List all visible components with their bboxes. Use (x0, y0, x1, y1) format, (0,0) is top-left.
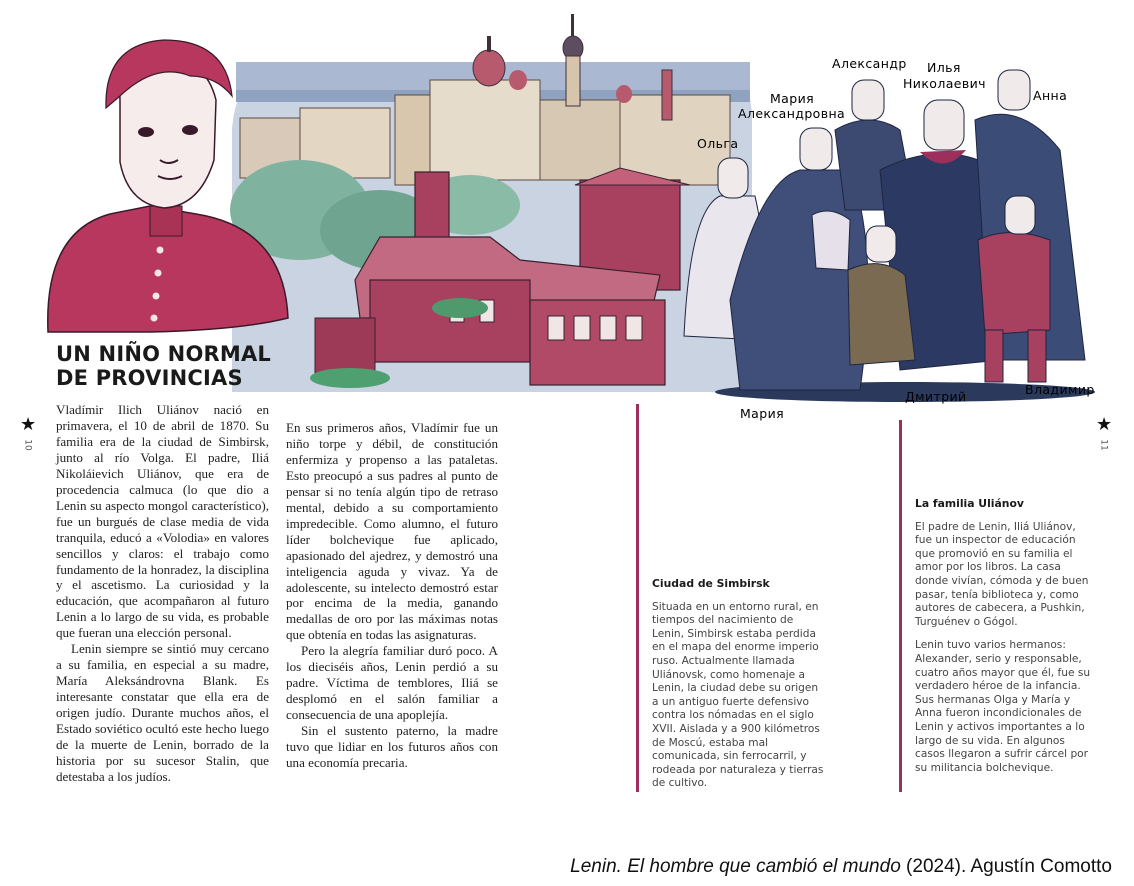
label-alexander: Александр (832, 56, 907, 71)
sidebar-familia (915, 497, 1095, 785)
caption-credit: (2024). Agustín Comotto (900, 856, 1112, 877)
star-icon-left: ★ (20, 414, 37, 435)
paragraph: Lenin siempre se sintió muy cercano a su familia, en especial a su madre, María Aleksándrovna Blank. Es interesante constatar que ella era de origen judío. Durante muchos años, el Estado soviético ocultó este hecho luego de la muerte de Lenin, borrado de la historia por su sucesor Stalin, que detestaba a los judíos. (56, 641, 269, 784)
paragraph: En sus primeros años, Vladímir fue un niño torpe y débil, de constitución enfermiza y propenso a las pataletas. Esto preocupó a sus padres al punto de pensar si no tenía algún tipo de retraso mental, debido a su comportamiento impredecible. Como alumno, el futuro líder bolchevique fue aplicado, apasionado del ajedrez, y demostró una inteligencia aguda y vivaz. Ya de adolescente, su intelecto demostró estar por encima de la media, ganando medallas de oro por las máximas notas que obtenía en todas las asignaturas. (286, 420, 498, 643)
label-dmitri: Дмитрий (905, 389, 967, 404)
label-maria-aleksandrovna-1: Мария (770, 91, 815, 106)
label-ilya-1: Илья (927, 60, 961, 75)
page-number-left: 10 (22, 439, 33, 451)
sidebar-heading: La familia Uliánov (915, 497, 1024, 510)
sidebar-text: Situada en un entorno rural, en tiempos del nacimiento de Lenin, Simbirsk estaba perdida en el mapa del enorme imperio ruso. Actualmente llamada Uliánovsk, como homenaje a Lenin, la ciudad debe su origen a un antiguo fuerte defensivo contra los nómadas en el siglo XVII. Aislada y a 900 kilómetros de Moscú, estaba mal comunicada, sin ferrocarril, y rodeada por naturaleza y tierras de cultivo. (652, 600, 824, 790)
body-column-1 (56, 402, 269, 785)
chapter-title-line1: UN NIÑO NORMAL (56, 342, 271, 366)
sidebar-text: El padre de Lenin, Iliá Uliánov, fue un inspector de educación que promovió en su familia el amor por los libros. La casa donde vivían, cómoda y de buen pasar, tenía biblioteca y, como autores de cabecera, a Pushkin, Turguénev o Gógol. (915, 520, 1089, 628)
star-icon-right: ★ (1096, 414, 1113, 435)
chapter-title (56, 342, 271, 390)
sidebar-text: Lenin tuvo varios hermanos: Alexander, serio y responsable, cuatro años mayor que él, fue su verdadero héroe de la infancia. Sus hermanas Olga y María y Anna fueron incondicionales de Lenin y activos importantes a lo largo de su vida. En algunos casos llegaron a sufrir cárcel por su militancia bolchevique. (915, 639, 1091, 774)
sidebar-divider-1 (636, 404, 639, 792)
paragraph: Pero la alegría familiar duró poco. A los dieciséis años, Lenin perdió a su padre. Víctima de temblores, Iliá se desplomó en el salón familiar a consecuencia de una apoplejía. (286, 643, 498, 723)
body-column-2 (286, 420, 498, 771)
label-vladimir: Владимир (1025, 382, 1095, 397)
label-ilya-2: Николаевич (903, 76, 986, 91)
sidebar-simbirsk (652, 577, 827, 801)
source-caption (570, 856, 1112, 878)
label-anna: Анна (1033, 88, 1068, 103)
label-maria: Мария (740, 406, 785, 421)
label-olga: Ольга (697, 136, 739, 151)
paragraph: Sin el sustento paterno, la madre tuvo que lidiar en los futuros años con una economía precaria. (286, 723, 498, 771)
sidebar-heading: Ciudad de Simbirsk (652, 577, 770, 590)
page-number-right: 11 (1098, 439, 1109, 451)
sidebar-divider-2 (899, 420, 902, 792)
caption-book-title: Lenin. El hombre que cambió el mundo (570, 856, 901, 877)
label-maria-aleksandrovna-2: Александровна (738, 106, 846, 121)
chapter-title-line2: DE PROVINCIAS (56, 366, 243, 390)
paragraph: Vladímir Ilich Uliánov nació en primavera, el 10 de abril de 1870. Su familia era de la ciudad de Simbirsk, junto al río Volga. El padre, Iliá Nikoláievich Uliánov, que era de procedencia calmuca (lo que dio a Lenin su aspecto mongol característico), fue un burgués de clase media de vida tranquila, educó a «Volodia» en valores sencillos y claros: el trabajo como fundamento de la honradez, la disciplina y el ascetismo. La curiosidad y la educación, que acompañaron al futuro Lenin a lo largo de su vida, es probable que fueran una elección personal. (56, 402, 269, 641)
